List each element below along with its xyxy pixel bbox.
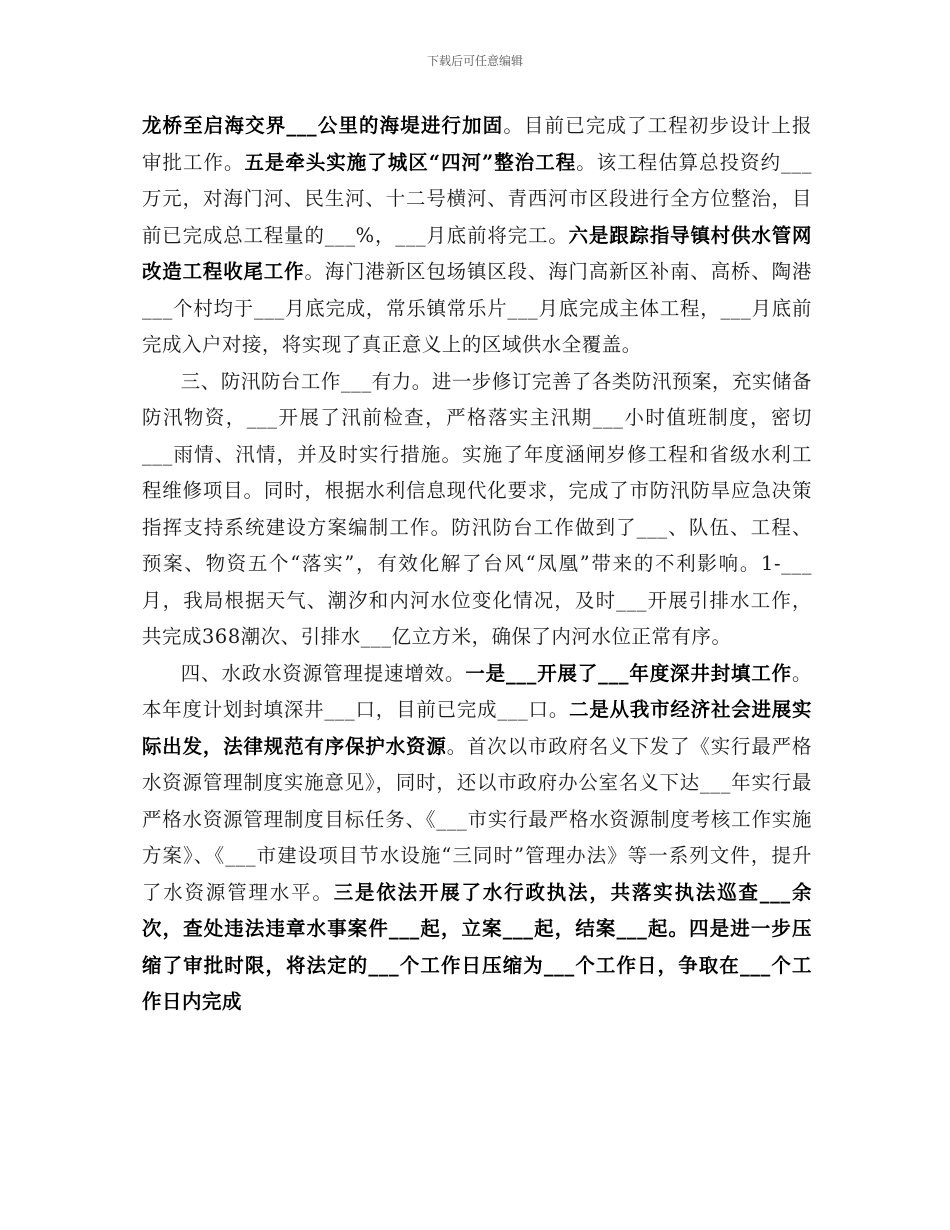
text-segment: 五是牵头实施了城区“四河”整治工程 xyxy=(244,150,577,174)
text-segment: 。首次以市政府名义下发了《实行最严格水资源管理制度实施意见》，同时，还以市政府办公室名义下达___年实行最严格水资源管理制度目标任务、《___市实行最严格水资源制度考核工作实施方案》、《___市建设项目节水设施“三同时”管理办法》等一系列文件，提升了水资源管理水平。 xyxy=(142,734,812,904)
text-segment: 。本年度计划封填深井___口，目前已完成___口。 xyxy=(142,661,812,721)
page-header: 下载后可任意编辑 xyxy=(426,54,523,68)
text-segment: 一是___开展了___年度深井封填工作 xyxy=(465,661,792,685)
text-segment: 龙桥至启海交界___公里的海堤进行加固 xyxy=(142,114,504,137)
text-segment: 三是依法开展了水行政执法，共落实执法巡查___余次，查处违法违章水事案件___起，立案___起，结案___起。四是进一步压缩了审批时限，将法定的___个工作日压缩为___个工作日，争取在___个工作日内完成 xyxy=(142,880,812,1013)
text-segment: 。目前已完成了工程初步设计上报审批工作。 xyxy=(142,114,812,174)
paragraph-1 xyxy=(142,108,812,364)
text-segment: 。该工程估算总投资约___万元，对海门河、民生河、十二号横河、青西河市区段进行全方位整治，目前已完成总工程量的___%，___月底前将完工。 xyxy=(142,150,813,247)
paragraph-3 xyxy=(142,656,812,1021)
text-segment: 。海门港新区包场镇区段、海门高新区补南、高桥、陶港___个村均于___月底完成，常乐镇常乐片___月底完成主体工程，___月底前完成入户对接，将实现了真正意义上的区域供水全覆盖。 xyxy=(142,260,812,356)
text-segment: 二是从我市经济社会进展实际出发，法律规范有序保护水资源 xyxy=(142,698,812,758)
text-segment: 四、水政水资源管理提速增效。 xyxy=(180,661,466,685)
paragraph-2 xyxy=(142,364,812,656)
text-segment: 三、防汛防台工作___有力。进一步修订完善了各类防汛预案，充实储备防汛物资，___开展了汛前检查，严格落实主汛期___小时值班制度，密切___雨情、汛情，并及时实行措施。实施了年度涵闸岁修工程和省级水利工程维修项目。同时，根据水利信息现代化要求，完成了市防汛防旱应急决策指挥支持系统建设方案编制工作。防汛防台工作做到了___、队伍、工程、预案、物资五个“落实”，有效化解了台风“凤凰”带来的不利影响。1-___月，我局根据天气、潮汐和内河水位变化情况，及时___开展引排水工作，共完成368潮次、引排水___亿立方米，确保了内河水位正常有序。 xyxy=(142,369,812,648)
text-segment: 六是跟踪指导镇村供水管网改造工程收尾工作 xyxy=(142,223,812,283)
document-body xyxy=(142,108,812,1021)
